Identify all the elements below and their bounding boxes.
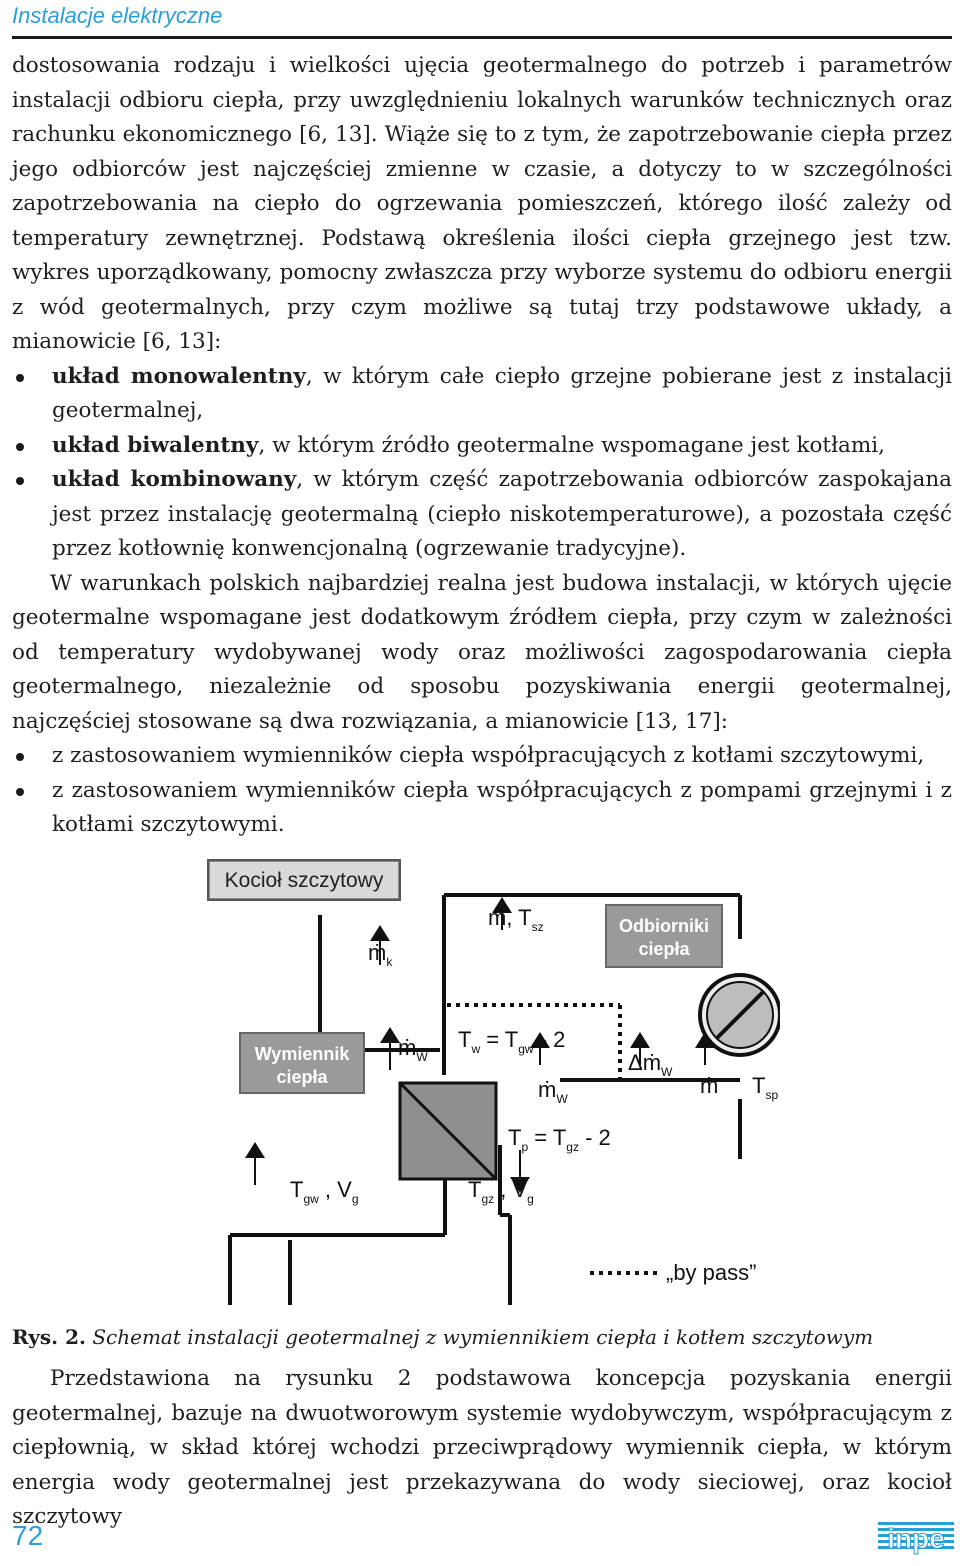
exchanger-label-1: Wymiennik [254,1044,350,1064]
mk-label: ṁ [368,940,387,965]
paragraph-3: Przedstawiona na rysunku 2 podstawowa koncepcja pozyskania energii geotermalnej, bazuje na dwuotworowym systemie wydobywczym, współpracującym z ciepłownią, w skład której wchodzi przeciwprądowy wymiennik ciepła, w którym energia wody geotermalnej jest przekazywana do wody sieciowej, oraz kocioł szczytowy [12,1366,952,1529]
list-item [12,429,952,464]
tgw-label: T [290,1177,304,1202]
term-bold: układ kombinowany [52,467,297,492]
svg-text:ΔṁW: Δṁ$_W$ [628,1050,673,1079]
body-text-upper [12,49,952,843]
journal-section-title: Instalacje elektryczne [12,3,223,28]
list-item: z zastosowaniem wymienników ciepła współpracujących z pompami grzejnymi i z kotłami szczytowymi. [12,774,952,843]
paragraph-1: dostosowania rodzaju i wielkości ujęcia geotermalnego do potrzeb i parametrów instalacji odbioru ciepła, przy uwzględnieniu lokalnych warunków technicznych oraz rachunku ekonomicznego [6, 13]. Wiąże się to z tym, że zapotrzebowanie ciepła przez jego odbiorców jest najczęściej zmienne w czasie, a dotyczy to w szczególności zapotrzebowania na ciepło do ogrzewania pomieszczeń, którego ilość zależy od temperatury zewnętrznej. Podstawą określenia ilości ciepła grzejnego jest tzw. wykres uporządkowany, pomocny zwłaszcza przy wyborze systemu do odbioru energii z wód geotermalnych, przy czym możliwe są tutaj trzy podstawowe układy, a mianowicie [6, 13]: [12,53,952,354]
mw-mid-label: ṁ [538,1077,557,1102]
tw-equation: T [458,1027,472,1052]
caption-text: Schemat instalacji geotermalnej z wymiennikiem ciepła i kotłem szczytowym [92,1325,874,1349]
term-bold: układ monowalentny [52,363,306,389]
inpe-logo [878,1518,954,1558]
header-rule [12,36,952,39]
list-item-text: , w którym źródło geotermalne wspomagane jest kotłami, [258,432,885,458]
receivers-label-1: Odbiorniki [619,916,709,936]
bypass-label: „by pass” [666,1260,757,1285]
running-header [12,0,952,40]
list-item-text: , w którym całe ciepło grzejne pobierane jest z instalacji geotermalnej, [52,363,952,423]
list-item: z zastosowaniem wymienników ciepła współpracujących z kotłami szczytowymi, [12,739,952,774]
delta-mw-label: Δṁ [628,1050,662,1075]
svg-text:ṁk: ṁ$_k$ [368,940,393,969]
caption-label: Rys. 2. [12,1325,86,1349]
receivers-label-2: ciepła [638,939,690,959]
m-right-label: ṁ [700,1073,719,1098]
body-text-lower [12,1362,952,1535]
svg-text:ṁ, Tsz: ṁ, $T_{sz}$ [488,905,544,934]
solutions-list [12,739,952,843]
figure-caption [12,1322,952,1352]
page-number: 72 [12,1520,44,1551]
tgz-label: T [468,1177,482,1202]
svg-text:inpe: inpe [887,1523,945,1554]
list-item [12,360,952,429]
tp-equation: T [508,1125,522,1150]
svg-text:Tgw , Vg: $T_{gw}$ , $V_g$ [290,1177,359,1206]
geothermal-installation-diagram [200,855,780,1310]
svg-text:Tgz , Vg: $T_{gz}$ , $V_g$ [468,1177,534,1206]
mw-left-label: ṁ [398,1035,417,1060]
tsp-label: T [752,1073,766,1098]
term-bold: układ biwalentny [52,432,259,458]
svg-text:Tsp: $T_{sp}$ [752,1073,779,1102]
systems-list [12,360,952,567]
list-item [12,463,952,567]
svg-text:Tw = Tgw - 2: $T_w = T_{gw} - 2$ [458,1027,566,1056]
svg-text:Tp = Tgz - 2: $T_p = T_{gz} - 2$ [508,1125,611,1154]
m-tsz-label: ṁ, T [488,905,532,930]
exchanger-label-2: ciepła [276,1067,328,1087]
paragraph-2: W warunkach polskich najbardziej realna jest budowa instalacji, w których ujęcie geotermalne wspomagane jest dodatkowym źródłem ciepła, przy czym w zależności od temperatury wydobywanej wody oraz możliwości zagospodarowania ciepła geotermalnego, niezależnie od sposobu pozyskiwania energii geotermalnej, najczęściej stosowane są dwa rozwiązania, a mianowicie [13, 17]: [12,570,952,734]
list-item-text: , w którym część zapotrzebowania odbiorców zaspokajana jest przez instalację geotermalną (ciepło niskotemperaturowe), a pozostała część przez kotłownię konwencjonalną (ogrzewanie tradycyjne). [52,467,952,561]
boiler-label: Kocioł szczytowy [224,869,384,892]
svg-text:ṁW: ṁ$_W$ [538,1077,568,1106]
svg-text:ṁW: ṁ$_W$ [398,1035,428,1064]
